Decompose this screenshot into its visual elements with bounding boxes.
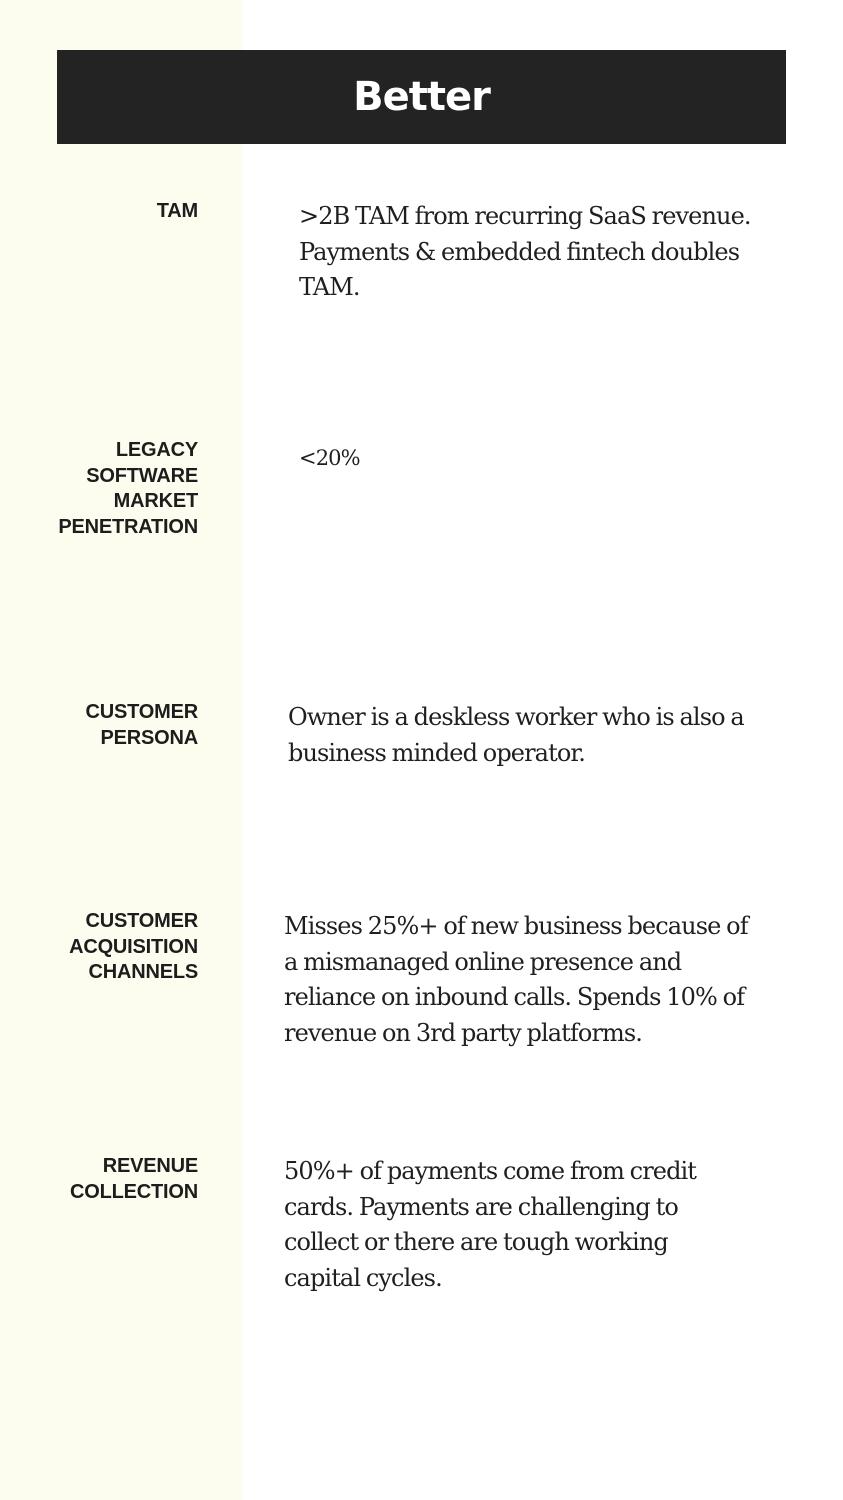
row-label-revenue-collection: REVENUE COLLECTION [70, 1155, 198, 1203]
row-label-tam: TAM [156, 200, 198, 222]
row-value-legacy-software-market-penetration: <20% [299, 446, 360, 470]
row-value-customer-acquisition-channels: Misses 25%+ of new business because of a mismanaged online presence and reliance on inbound calls. Spends 10% of revenue on 3rd party platforms. [284, 912, 748, 1047]
page-title: Better [353, 74, 490, 120]
row-label-legacy-software-market-penetration: LEGACY SOFTWARE MARKET PENETRATION [58, 439, 198, 538]
row-value-customer-persona: Owner is a deskless worker who is also a business minded operator. [288, 703, 744, 767]
row-value-revenue-collection: 50%+ of payments come from credit cards. Payments are challenging to collect or there are tough working capital cycles. [284, 1157, 697, 1292]
row-label-customer-acquisition-channels: CUSTOMER ACQUISITION CHANNELS [69, 910, 198, 983]
row-label-customer-persona: CUSTOMER PERSONA [85, 701, 198, 749]
row-value-tam: >2B TAM from recurring SaaS revenue. Payments & embedded fintech doubles TAM. [299, 202, 751, 301]
header-bar [57, 50, 786, 144]
